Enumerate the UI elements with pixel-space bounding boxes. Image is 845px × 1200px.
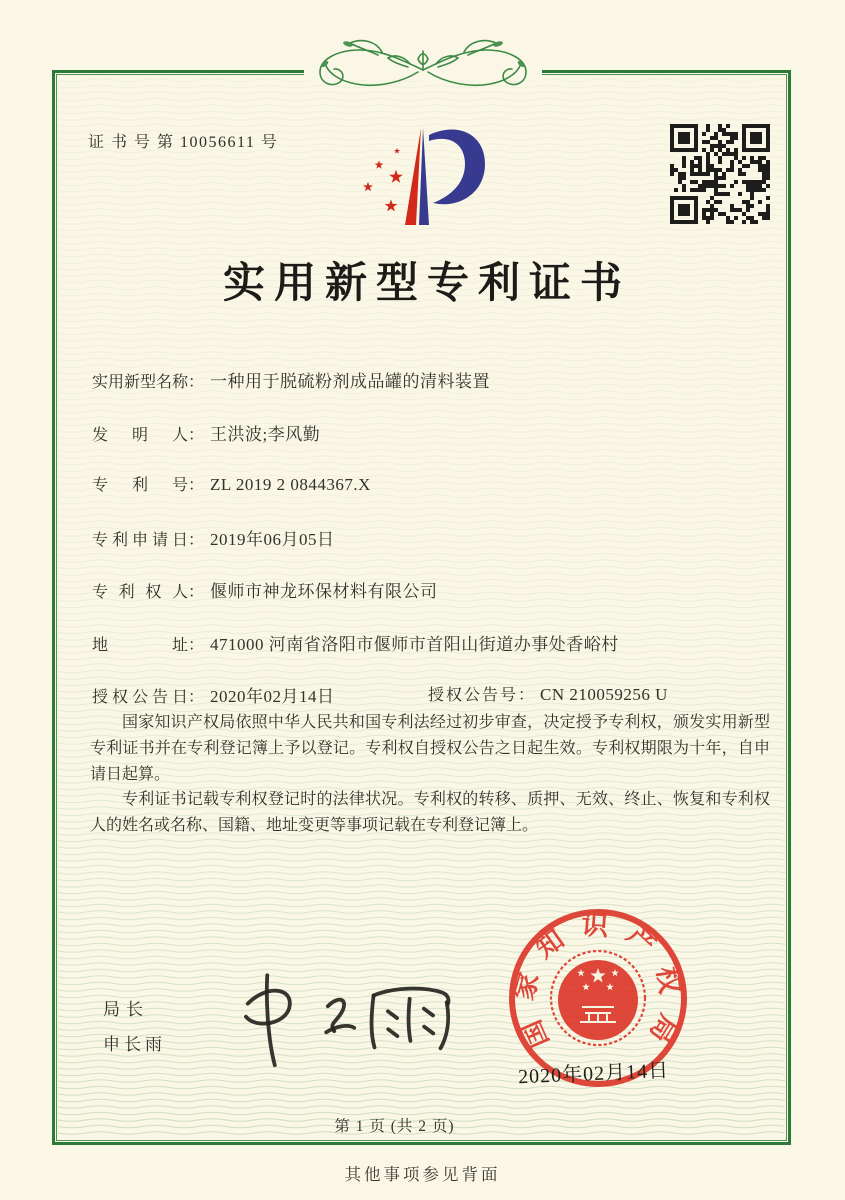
- page-number: 第 1 页 (共 2 页): [334, 1118, 455, 1135]
- field-colon: ：: [188, 477, 205, 494]
- legal-paragraph: 专利证书记载专利权登记时的法律状况。专利权的转移、质押、无效、终止、恢复和专利权人的姓名或名称、国籍、地址变更等事项记载在专利登记簿上。: [90, 791, 770, 835]
- field-label: 专利申请日: [92, 532, 188, 549]
- field-label: 专利号: [92, 477, 188, 494]
- logo-star-icon: [389, 170, 403, 183]
- qr-code: [664, 118, 776, 230]
- field-value: CN 210059256 U: [540, 685, 668, 704]
- field-colon: ：: [188, 637, 205, 654]
- logo-spike-blue: [419, 128, 429, 225]
- field-colon: ：: [188, 374, 205, 391]
- field-row-name: [92, 367, 490, 392]
- field-colon: ：: [518, 687, 535, 704]
- logo-star-icon: [363, 182, 373, 191]
- field-row-patentee: [92, 577, 438, 602]
- field-row-grant: [92, 682, 668, 707]
- field-label: 发明人: [92, 427, 188, 444]
- field-value: 2020年02月14日: [210, 687, 335, 706]
- field-colon: ：: [188, 532, 205, 549]
- director-signature: [227, 966, 459, 1070]
- field-row-inventor: [92, 420, 320, 445]
- logo-star-icon: [375, 160, 384, 168]
- field-label: 授权公告号: [428, 687, 519, 704]
- field-value: 一种用于脱硫粉剂成品罐的清料装置: [210, 372, 491, 391]
- field-colon: ：: [188, 584, 205, 601]
- director-name: 申长雨: [103, 1035, 166, 1054]
- back-side-note: 其他事项参见背面: [344, 1165, 501, 1184]
- logo-star-icon: [394, 148, 400, 154]
- logo-spike-red: [405, 128, 421, 225]
- field-label: 授权公告日: [92, 689, 188, 706]
- field-value: 偃师市神龙环保材料有限公司: [210, 582, 438, 601]
- field-colon: ：: [188, 427, 205, 444]
- legal-text: [90, 710, 770, 839]
- top-border-ornament: [268, 38, 578, 102]
- director-role: 局长: [103, 1000, 149, 1019]
- grant-number-group: [428, 682, 668, 705]
- field-colon: ：: [188, 689, 205, 706]
- field-value: 2019年06月05日: [210, 530, 335, 549]
- seal-text-arc: 国家知识产权局: [508, 909, 688, 1062]
- certificate-title: 实用新型专利证书: [222, 261, 631, 307]
- logo-p-bowl: [429, 130, 485, 205]
- field-label: 专利权人: [92, 584, 188, 601]
- seal-date: 2020年02月14日: [517, 1059, 670, 1089]
- field-value: 王洪波;李风勤: [210, 425, 321, 444]
- field-value: ZL 2019 2 0844367.X: [210, 475, 371, 494]
- logo-star-icon: [385, 199, 398, 211]
- seal-emblem: [551, 951, 645, 1045]
- field-value: 471000 河南省洛阳市偃师市首阳山街道办事处香峪村: [210, 635, 619, 654]
- field-row-address: [92, 630, 619, 655]
- field-label: 地址: [92, 637, 188, 654]
- field-row-filing-date: [92, 525, 335, 550]
- field-label: 实用新型名称: [92, 374, 189, 391]
- field-row-patent-no: [92, 472, 371, 495]
- legal-paragraph: 国家知识产权局依照中华人民共和国专利法经过初步审查，决定授予专利权，颁发实用新型专利证书并在专利登记簿上予以登记。专利权自授权公告之日起生效。专利权期限为十年，自申请日起算。: [90, 714, 770, 783]
- cnipa-logo: [345, 119, 520, 234]
- certificate-number: 证 书 号 第 10056611 号: [88, 134, 279, 151]
